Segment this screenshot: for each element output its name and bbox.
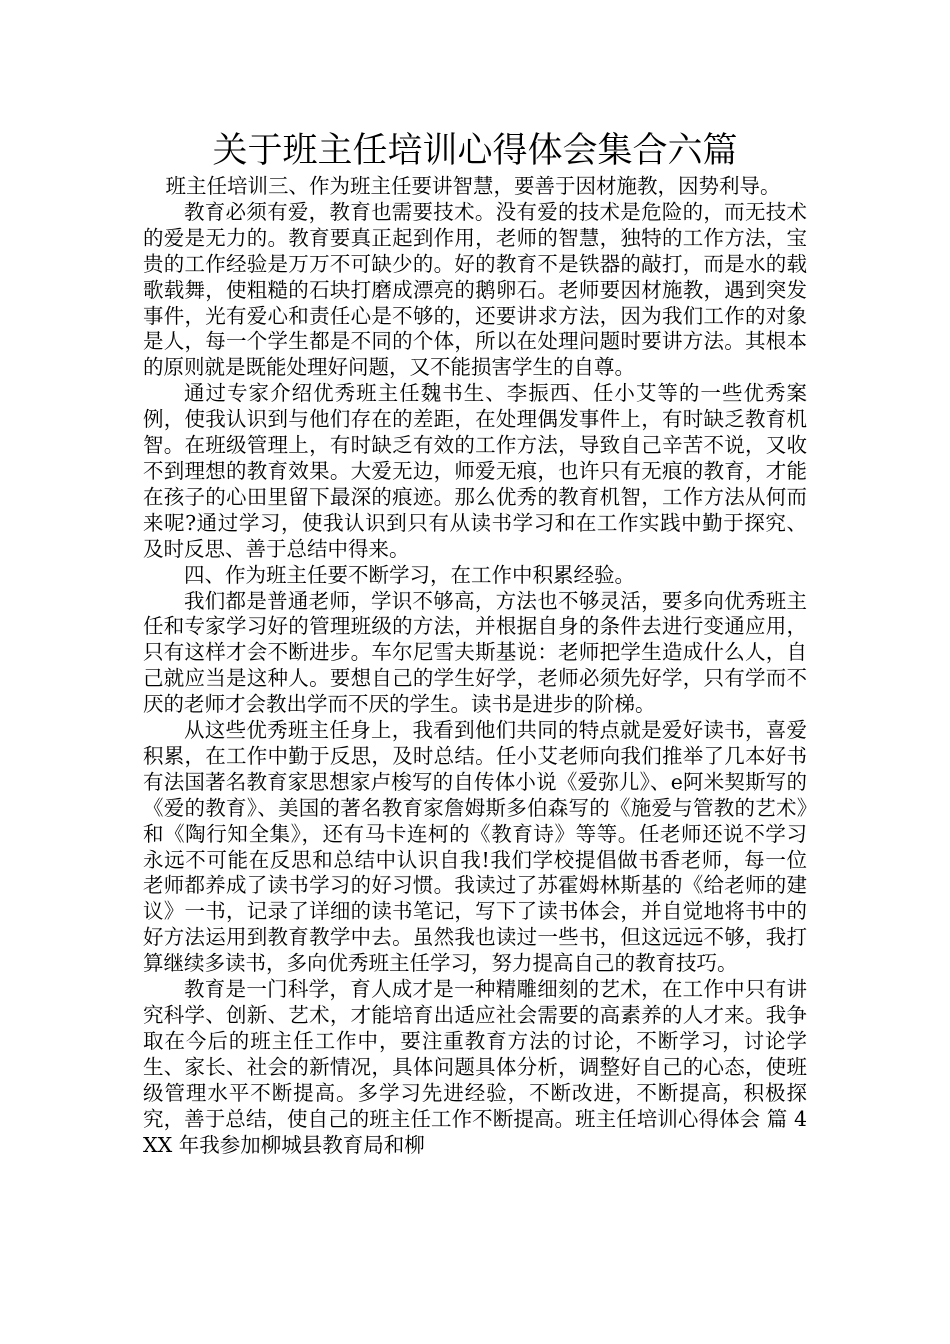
document-title: 关于班主任培训心得体会集合六篇	[212, 131, 738, 171]
document-body	[143, 174, 807, 1158]
paragraph-6: 从这些优秀班主任身上，我看到他们共同的特点就是爱好读书，喜爱积累，在工作中勤于反思，及时总结。任小艾老师向我们推举了几本好书有法国著名教育家思想家卢梭写的自传体小说《爱弥儿》、e阿米契斯写的《爱的教育》、美国的著名教育家詹姆斯多伯森写的《施爱与管教的艺术》和《陶行知全集》，还有马卡连柯的《教育诗》等等。任老师还说不学习永远不可能在反思和总结中认识自我!我们学校提倡做书香老师，每一位老师都养成了读书学习的好习惯。我读过了苏霍姆林斯基的《给老师的建议》一书，记录了详细的读书笔记，写下了读书体会，并自觉地将书中的好方法运用到教育教学中去。虽然我也读过一些书，但这远远不够，我打算继续多读书，多向优秀班主任学习，努力提高自己的教育技巧。	[143, 718, 807, 976]
paragraph-7: 教育是一门科学，育人成才是一种精雕细刻的艺术，在工作中只有讲究科学、创新、艺术，才能培育出适应社会需要的高素养的人才来。我争取在今后的班主任工作中，要注重教育方法的讨论，不断学习，讨论学生、家长、社会的新情况，具体问题具体分析，调整好自己的心态，使班级管理水平不断提高。多学习先进经验，不断改进，不断提高，积极探究，善于总结，使自己的班主任工作不断提高。班主任培训心得体会 篇 4XX 年我参加柳城县教育局和柳	[143, 977, 807, 1157]
paragraph-4: 四、作为班主任要不断学习，在工作中积累经验。	[184, 562, 635, 587]
paragraph-3: 通过专家介绍优秀班主任魏书生、李振西、任小艾等的一些优秀案例，使我认识到与他们存在的差距，在处理偶发事件上，有时缺乏教育机智。在班级管理上，有时缺乏有效的工作方法，导致自己辛苦不说，又收不到理想的教育效果。大爱无边，师爱无痕，也许只有无痕的教育，才能在孩子的心田里留下最深的痕迹。那么优秀的教育机智，工作方法从何而来呢?通过学习，使我认识到只有从读书学习和在工作实践中勤于探究、及时反思、善于总结中得来。	[143, 381, 807, 561]
paragraph-1: 班主任培训三、作为班主任要讲智慧，要善于因材施教，因势利导。	[165, 174, 781, 198]
paragraph-2: 教育必须有爱，教育也需要技术。没有爱的技术是危险的，而无技术的爱是无力的。教育要真正起到作用，老师的智慧，独特的工作方法，宝贵的工作经验是万万不可缺少的。好的教育不是铁器的敲打，而是水的载歌载舞，使粗糙的石块打磨成漂亮的鹅卵石。老师要因材施教，遇到突发事件，光有爱心和责任心是不够的，还要讲求方法，因为我们工作的对象是人，每一个学生都是不同的个体，所以在处理问题时要讲方法。其根本的原则就是既能处理好问题，又不能损害学生的自尊。	[143, 199, 807, 380]
paragraph-5: 我们都是普通老师，学识不够高，方法也不够灵活，要多向优秀班主任和专家学习好的管理班级的方法，并根据自身的条件去进行变通应用，只有这样才会不断进步。车尔尼雪夫斯基说：老师把学生造成什么人，自己就应当是这种人。要想自己的学生好学，老师必须先好学，只有学而不厌的老师才会教出学而不厌的学生。读书是进步的阶梯。	[143, 588, 807, 717]
